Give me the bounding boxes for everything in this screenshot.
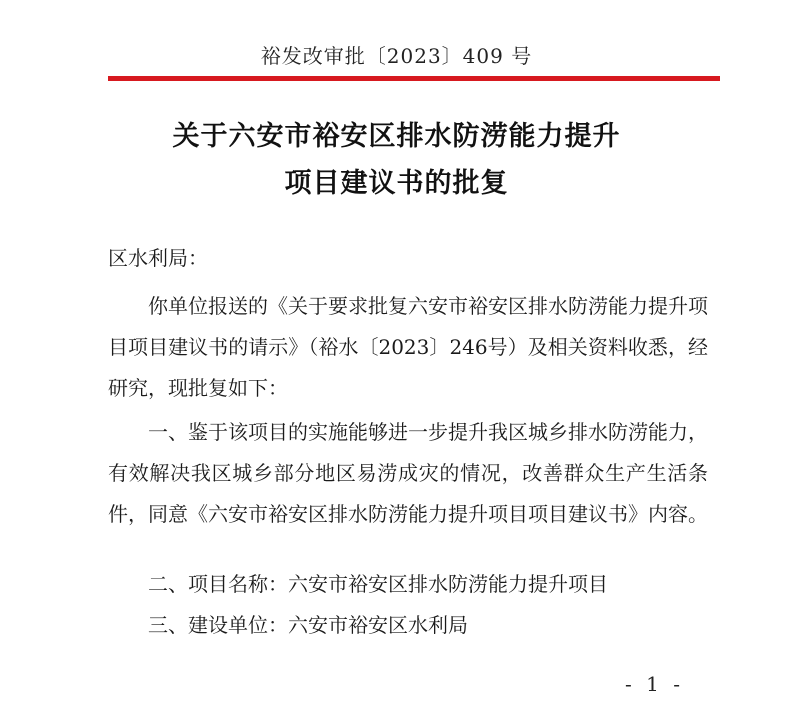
paragraph-approval-item-1 [108,412,708,535]
paragraph-text: 你单位报送的《关于要求批复六安市裕安区排水防涝能力提升项目项目建议书的请示》（裕水〔2023〕246号）及相关资料收悉，经研究，现批复如下： [108,294,708,400]
approval-item-project-name: 二、项目名称：六安市裕安区排水防涝能力提升项目 [148,572,608,596]
paragraph-request-summary [108,286,708,409]
paragraph-text: 一、鉴于该项目的实施能够进一步提升我区城乡排水防涝能力，有效解决我区城乡部分地区易涝成灾的情况，改善群众生产生活条件，同意《六安市裕安区排水防涝能力提升项目项目建议书》内容。 [108,420,708,526]
document-title-line-2: 项目建议书的批复 [284,168,509,199]
document-number: 裕发改审批〔2023〕409 号 [260,44,533,68]
page-number: - 1 - [625,672,684,696]
approval-item-construction-unit: 三、建设单位：六安市裕安区水利局 [148,613,468,637]
salutation: 区水利局： [108,246,208,270]
document-title-line-1: 关于六安市裕安区排水防涝能力提升 [172,121,621,152]
red-separator-line [108,76,720,81]
